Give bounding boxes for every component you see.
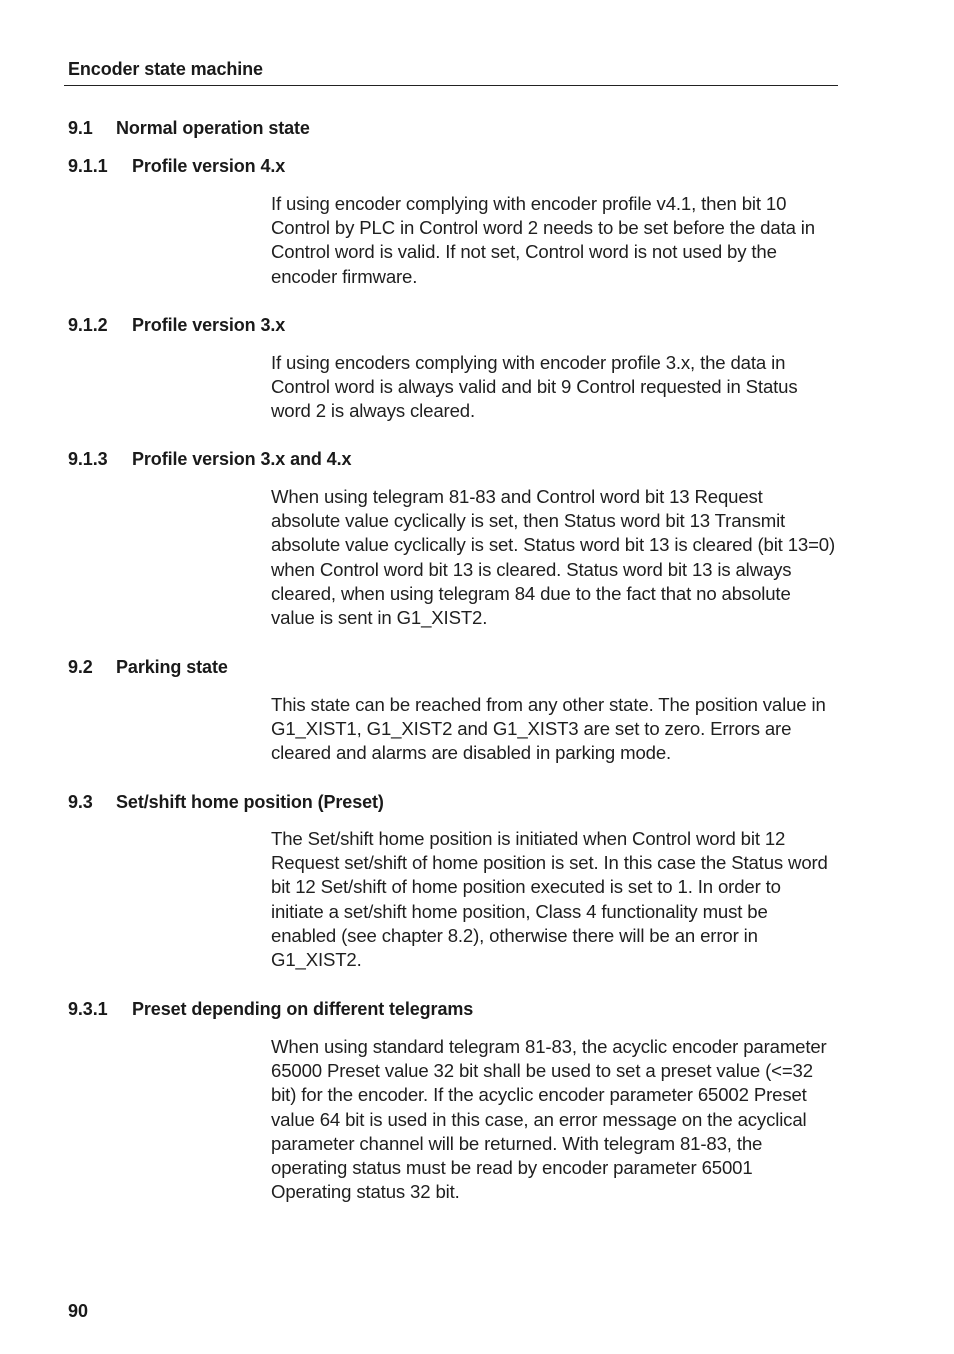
header-rule: [64, 85, 838, 86]
section-title: Profile version 3.x and 4.x: [132, 449, 352, 469]
section-heading: [68, 314, 285, 336]
section-heading: [68, 117, 310, 139]
section-number: 9.1.3: [68, 449, 108, 469]
section-body: This state can be reached from any other state. The position value in G1_XIST1, G1_XIST2 and G1_XIST3 are set to zero. Errors are cleared and alarms are disabled in parking mode.: [271, 694, 826, 764]
section-title: Profile version 4.x: [132, 156, 286, 176]
section-body: The Set/shift home position is initiated when Control word bit 12 Request set/shift of home position is set. In this case the Status word bit 12 Set/shift of home position executed is set to 1. In order to initiate a set/shift home position, Class 4 functionality must be enabled (see chapter 8.2), otherwise there will be an error in G1_XIST2.: [271, 828, 828, 971]
section-heading: [68, 998, 473, 1020]
section-number: 9.1: [68, 118, 93, 138]
section-title: Profile version 3.x: [132, 315, 286, 335]
section-title: Set/shift home position (Preset): [116, 792, 384, 812]
page-number: 90: [68, 1301, 89, 1321]
section-title: Parking state: [116, 657, 228, 677]
running-header: Encoder state machine: [68, 59, 263, 79]
section-heading: [68, 791, 384, 813]
section-body: When using telegram 81-83 and Control word bit 13 Request absolute value cyclically is set, then Status word bit 13 Transmit absolute value cyclically is set. Status word bit 13 is cleared (bit 13=0) when Control word bit 13 is cleared. Status word bit 13 is always cleared, when using telegram 84 due to the fact that no absolute value is sent in G1_XIST2.: [271, 486, 836, 629]
section-body: If using encoder complying with encoder profile v4.1, then bit 10 Control by PLC in Control word 2 needs to be set before the data in Control word is valid. If not set, Control word is not used by the encoder firmware.: [271, 193, 815, 287]
section-heading: [68, 656, 228, 678]
section-title: Normal operation state: [116, 118, 310, 138]
section-number: 9.1.2: [68, 315, 108, 335]
section-number: 9.3.1: [68, 999, 108, 1019]
section-title: Preset depending on different telegrams: [132, 999, 474, 1019]
section-number: 9.1.1: [68, 156, 108, 176]
section-number: 9.2: [68, 657, 93, 677]
section-heading: [68, 155, 285, 177]
section-heading: [68, 448, 351, 470]
section-body: If using encoders complying with encoder profile 3.x, the data in Control word is always valid and bit 9 Control requested in Status word 2 is always cleared.: [271, 352, 798, 422]
section-number: 9.3: [68, 792, 93, 812]
section-body: When using standard telegram 81-83, the acyclic encoder parameter 65000 Preset value 32 bit shall be used to set a preset value (<=32 bit) for the encoder. If the acyclic encoder parameter 65002 Preset value 64 bit is used in this case, an error message on the acyclical parameter channel will be returned. With telegram 81-83, the operating status must be read by encoder parameter 65001 Operating status 32 bit.: [271, 1036, 827, 1203]
